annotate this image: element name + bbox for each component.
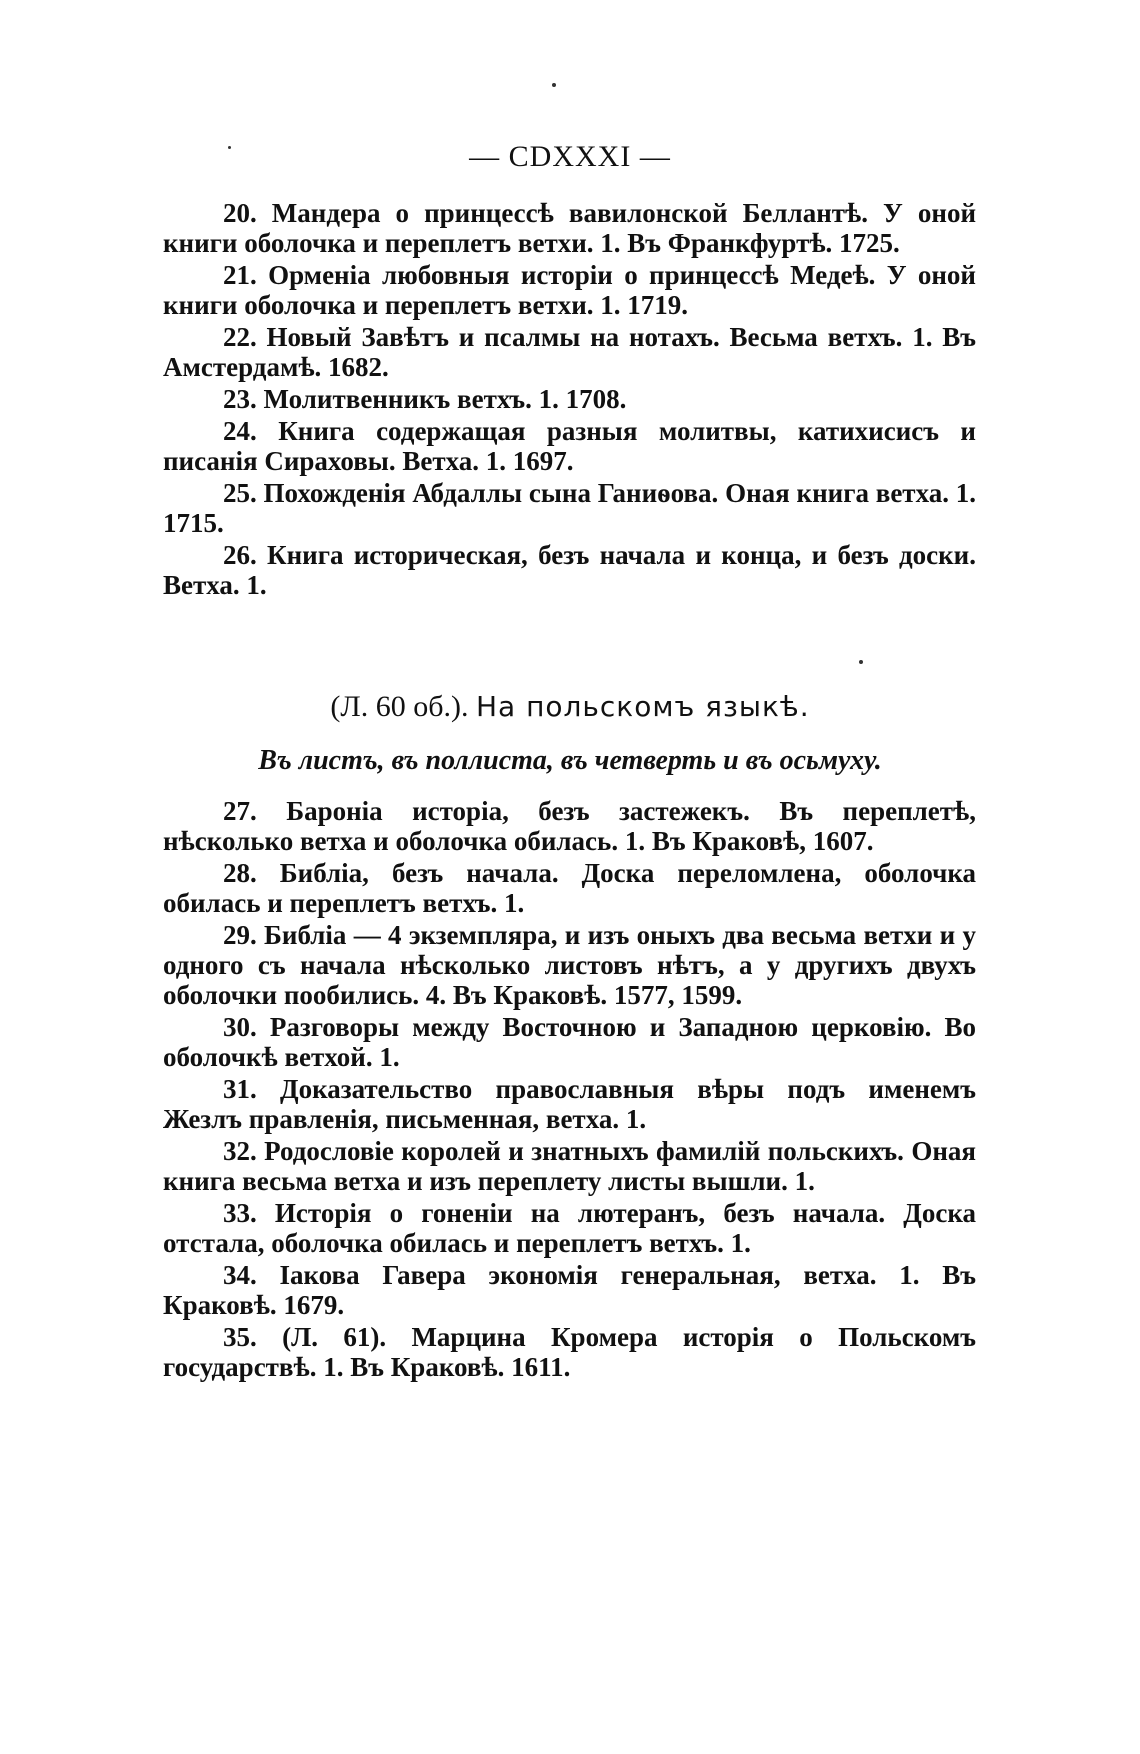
list-item: 35. (Л. 61). Марцина Кромера исторiя о Польскомъ государствѣ. 1. Въ Краковѣ. 1611. (163, 1322, 976, 1382)
list-item: 30. Разговоры между Восточною и Западною церковiю. Во оболочкѣ ветхой. 1. (163, 1012, 976, 1072)
section-heading (0, 690, 1140, 724)
list-item: 20. Мандера о принцессѣ вавилонской Беллантѣ. У оной книги оболочка и переплетъ ветхи. 1. Въ Франкфуртѣ. 1725. (163, 198, 976, 258)
speck-mark (552, 83, 556, 87)
list-item: 26. Книга историческая, безъ начала и конца, и безъ доски. Ветха. 1. (163, 540, 976, 600)
list-item: 34. Iакова Гавера экономiя генеральная, ветха. 1. Въ Краковѣ. 1679. (163, 1260, 976, 1320)
list-item: 32. Родословiе королей и знатныхъ фамилiй польскихъ. Оная книга весьма ветха и изъ переплету листы вышли. 1. (163, 1136, 976, 1196)
section-subtitle: Въ листъ, въ поллиста, въ четверть и въ осьмуху. (258, 745, 882, 776)
folio-reference: (Л. 60 об.). (330, 690, 469, 723)
list-item: 24. Книга содержащая разныя молитвы, катихисисъ и писанiя Сираховы. Ветха. 1. 1697. (163, 416, 976, 476)
list-item: 25. Похожденiя Абдаллы сына Ганиѳова. Оная книга ветха. 1. 1715. (163, 478, 976, 538)
list-item: 33. Исторiя о гоненiи на лютеранъ, безъ начала. Доска отстала, оболочка обилась и переплетъ ветхъ. 1. (163, 1198, 976, 1258)
entry-list-bottom (163, 796, 976, 1384)
speck-mark (859, 660, 863, 664)
page-number: — CDXXXI — (469, 140, 671, 173)
list-item: 31. Доказательство православныя вѣры подъ именемъ Жезлъ правленiя, письменная, ветха. 1. (163, 1074, 976, 1134)
list-item: 22. Новый Завѣтъ и псалмы на нотахъ. Весьма ветхъ. 1. Въ Амстердамѣ. 1682. (163, 322, 976, 382)
list-item: 23. Молитвенникъ ветхъ. 1. 1708. (223, 384, 627, 414)
list-item: 29. Библiа — 4 экземпляра, и изъ оныхъ два весьма ветхи и у одного съ начала нѣсколько листовъ нѣтъ, а у другихъ двухъ оболочки пообились. 4. Въ Краковѣ. 1577, 1599. (163, 920, 976, 1010)
list-item: 27. Баронiа исторiа, безъ застежекъ. Въ переплетѣ, нѣсколько ветха и оболочка обилась. 1. Въ Краковѣ, 1607. (163, 796, 976, 856)
list-item: 21. Орменiа любовныя исторiи о принцессѣ Медеѣ. У оной книги оболочка и переплетъ ветхи. 1. 1719. (163, 260, 976, 320)
entry-list-top (163, 198, 976, 602)
list-item: 28. Библiа, безъ начала. Доска переломлена, оболочка обилась и переплетъ ветхъ. 1. (163, 858, 976, 918)
language-heading: На польскомъ языкѣ. (475, 690, 810, 723)
